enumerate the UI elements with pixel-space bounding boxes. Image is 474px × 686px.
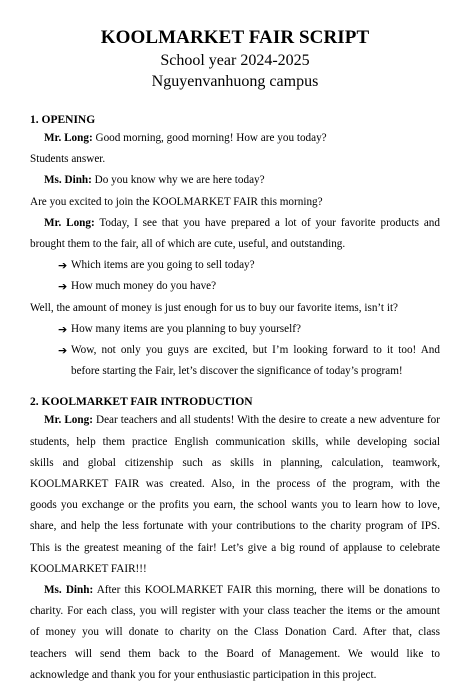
script-line: goods you exchange or the profits you earn, the school wants you to learn how to love, — [30, 499, 440, 512]
line-text: Good morning, good morning! How are you today? — [92, 132, 327, 144]
bullet-continuation: before starting the Fair, let’s discover the significance of today’s program! — [71, 365, 403, 378]
section-opening-body — [30, 128, 440, 382]
arrow-right-icon: ➔ — [58, 344, 68, 358]
section-opening-heading: 1. OPENING — [30, 114, 96, 126]
script-line — [30, 128, 440, 149]
script-line: charity. For each class, you will register with your class teacher the items or the amount — [30, 605, 440, 618]
school-year: School year 2024-2025 — [160, 52, 310, 69]
script-line: This is the greatest meaning of the fair! Let’s give a big round of applause to celebrate — [30, 541, 440, 554]
bullet-text: Which items are you going to sell today? — [71, 259, 255, 272]
script-line — [30, 580, 440, 601]
speaker-label: Mr. Long: — [44, 216, 95, 229]
script-line: acknowledge and thank you for your enthusiastic participation in this project. — [30, 668, 377, 681]
section-introduction-heading: 2. KOOLMARKET FAIR INTRODUCTION — [30, 396, 253, 409]
arrow-right-icon: ➔ — [58, 259, 68, 273]
bullet-item — [30, 340, 440, 361]
speaker-label: Mr. Long: — [44, 132, 93, 144]
script-line: teachers will send them back to the Board of Management. We would like to — [30, 647, 440, 660]
script-line — [30, 213, 440, 234]
script-line: skills and global citizenship such as skills in planning, calculation, teamwork, — [30, 456, 440, 469]
line-text: Today, I see that you have prepared a lot of your favorite products and — [94, 216, 440, 229]
script-line: Are you excited to join the KOOLMARKET FAIR this morning? — [30, 195, 323, 208]
script-line — [30, 170, 440, 191]
bullet-item — [30, 276, 440, 297]
speaker-label: Ms. Dinh: — [44, 174, 92, 187]
speaker-label: Mr. Long: — [44, 414, 93, 427]
script-line: of money you will donate to charity on the Class Donation Card. After that, class — [30, 626, 440, 639]
bullet-item — [30, 255, 440, 276]
script-line — [30, 410, 440, 431]
line-text: Do you know why we are here today? — [91, 174, 265, 187]
script-line: Well, the amount of money is just enough for us to buy our favorite items, isn’t it? — [30, 301, 399, 314]
bullet-text: How many items are you planning to buy yourself? — [71, 322, 301, 335]
bullet-text: How much money do you have? — [71, 280, 217, 293]
script-line: KOOLMARKET FAIR!!! — [30, 562, 147, 575]
document-title: KOOLMARKET FAIR SCRIPT — [100, 27, 370, 48]
arrow-right-icon: ➔ — [58, 280, 68, 294]
line-text: After this KOOLMARKET FAIR this morning, there will be donations to — [93, 584, 440, 597]
script-line: share, and help the less fortunate with your contributions to the charity program of IPS. — [30, 520, 440, 533]
bullet-item — [30, 319, 440, 340]
script-line: Students answer. — [30, 153, 106, 166]
script-line: students, help them practice English communication skills, while developing social — [30, 435, 440, 448]
bullet-text: Wow, not only you guys are excited, but I’m looking forward to it too! And — [71, 344, 440, 357]
script-line: brought them to the fair, all of which are cute, useful, and outstanding. — [30, 238, 346, 251]
campus-name: Nguyenvanhuong campus — [151, 73, 319, 90]
speaker-label: Ms. Dinh: — [44, 584, 94, 597]
line-text: Dear teachers and all students! With the desire to create a new adventure for — [92, 414, 441, 427]
script-line: KOOLMARKET FAIR was created. Also, in the process of the program, with the — [30, 478, 440, 491]
section-introduction-body — [30, 410, 440, 686]
arrow-right-icon: ➔ — [58, 322, 68, 336]
